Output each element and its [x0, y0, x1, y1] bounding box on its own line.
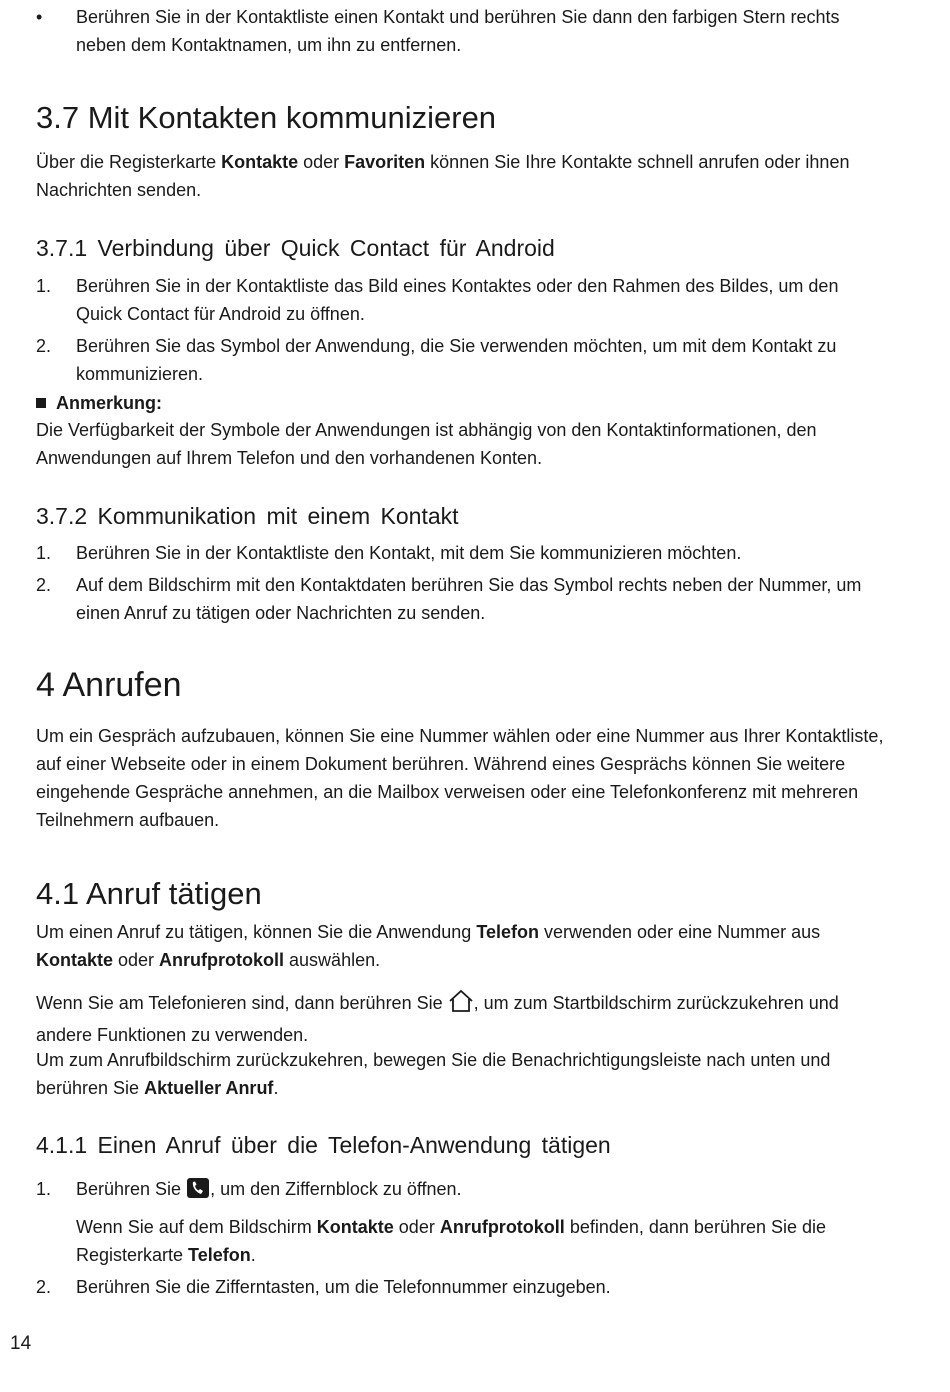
list-item: 2. Berühren Sie die Zifferntasten, um die Telefonnummer einzugeben.: [36, 1277, 611, 1297]
bullet-mark: •: [36, 7, 43, 27]
list-item: 1. Berühren Sie in der Kontaktliste das Bild eines Kontaktes oder den Rahmen des Bildes, um den Quick Contact für Android zu öffnen.: [36, 276, 839, 324]
section-3-7-intro: Über die Registerkarte Kontakte oder Favoriten können Sie Ihre Kontakte schnell anrufen oder ihnen Nachrichten senden.: [36, 152, 850, 200]
favoriten-term: Favoriten: [344, 152, 426, 172]
steps-3-7-1: [36, 272, 886, 388]
list-item-continuation: Wenn Sie auf dem Bildschirm Kontakte oder Anrufprotokoll befinden, dann berühren Sie die Registerkarte Telefon.: [76, 1217, 827, 1265]
section-4-1-para-1: Um einen Anruf zu tätigen, können Sie die Anwendung Telefon verwenden oder eine Nummer aus Kontakte oder Anrufprotokoll auswählen.: [36, 922, 821, 970]
steps-3-7-2: [36, 539, 866, 627]
chapter-4-intro: Um ein Gespräch aufzubauen, können Sie eine Nummer wählen oder eine Nummer aus Ihrer Kontaktliste, auf einer Webseite oder in einem Dokument berühren. Während eines Gesprächs können Sie weitere eingehende Gespräche annehmen, an die Mailbox verweisen oder eine Telefonkonferenz mit mehreren Teilnehmern aufbauen.: [36, 726, 884, 830]
section-heading-4-1-1: 4.1.1 Einen Anruf über die Telefon-Anwendung tätigen: [36, 1132, 611, 1158]
bullet-text: Berühren Sie in der Kontaktliste einen Kontakt und berühren Sie dann den farbigen Stern rechts neben dem Kontaktnamen, um ihn zu entfernen.: [76, 7, 840, 55]
kontakte-term: Kontakte: [221, 152, 299, 172]
note-text: Die Verfügbarkeit der Symbole der Anwendungen ist abhängig von den Kontaktinformationen, den Anwendungen auf Ihrem Telefon und den vorhandenen Konten.: [36, 420, 817, 468]
section-heading-3-7: 3.7 Mit Kontakten kommunizieren: [36, 100, 497, 135]
steps-4-1-1: [36, 1175, 886, 1301]
section-4-1-para-2: Wenn Sie am Telefonieren sind, dann berühren Sie , um zum Startbildschirm zurückzukehren und andere Funktionen zu verwenden.: [36, 989, 886, 1049]
bullet-item: [36, 3, 876, 59]
page-number: 14: [10, 1333, 32, 1354]
note-heading: Anmerkung:: [36, 390, 162, 416]
section-4-1-para-3: Um zum Anrufbildschirm zurückzukehren, bewegen Sie die Benachrichtigungsleiste nach unten und berühren Sie Aktueller Anruf.: [36, 1050, 831, 1098]
chapter-heading-4: 4 Anrufen: [36, 666, 182, 704]
home-icon: [448, 989, 474, 1021]
list-item: 2. Berühren Sie das Symbol der Anwendung, die Sie verwenden möchten, um mit dem Kontakt zu kommunizieren.: [36, 336, 837, 384]
section-heading-4-1: 4.1 Anruf tätigen: [36, 876, 262, 911]
list-item: 2. Auf dem Bildschirm mit den Kontaktdaten berühren Sie das Symbol rechts neben der Nummer, um einen Anruf zu tätigen oder Nachrichten zu senden.: [36, 575, 862, 623]
section-heading-3-7-1: 3.7.1 Verbindung über Quick Contact für Android: [36, 235, 555, 261]
section-heading-3-7-2: 3.7.2 Kommunikation mit einem Kontakt: [36, 503, 459, 529]
phone-app-icon: [186, 1177, 210, 1207]
note-square-icon: [36, 398, 46, 408]
list-item: 1. Berühren Sie , um den Ziffernblock zu öffnen.: [36, 1175, 886, 1207]
list-item: 1. Berühren Sie in der Kontaktliste den Kontakt, mit dem Sie kommunizieren möchten.: [36, 543, 742, 563]
